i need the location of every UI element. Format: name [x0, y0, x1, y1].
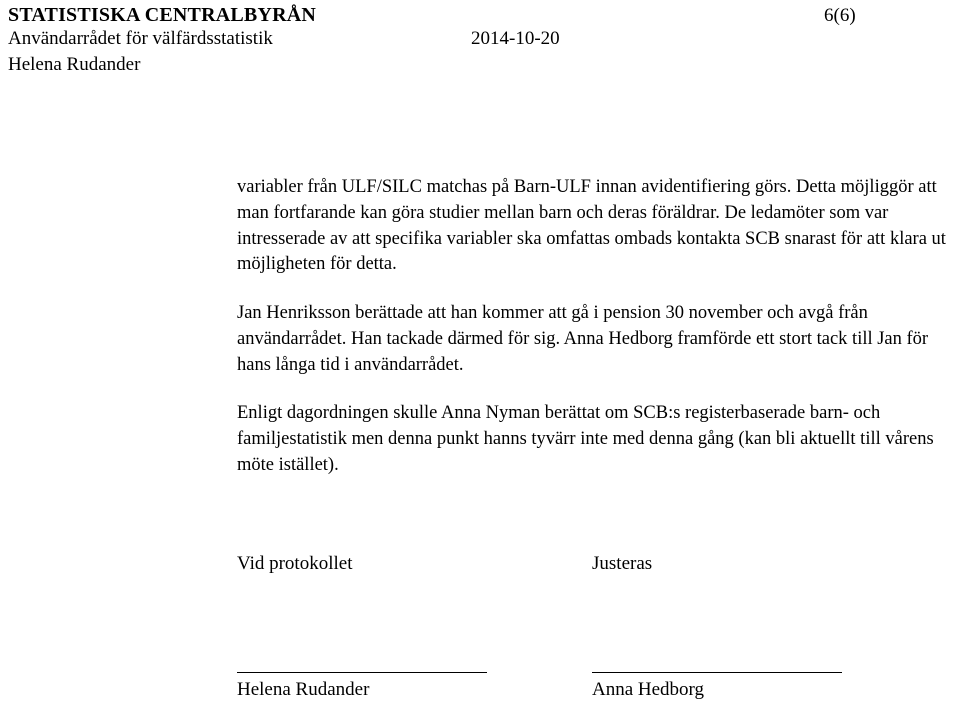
council-name: Användarrådet för välfärdsstatistik	[8, 28, 273, 49]
minutes-taker-name: Helena Rudander	[237, 679, 370, 700]
organization-name: STATISTISKA CENTRALBYRÅN	[8, 4, 317, 26]
approver-name: Anna Hedborg	[592, 679, 705, 700]
document-author: Helena Rudander	[8, 54, 141, 75]
minutes-taker-label: Vid protokollet	[237, 553, 353, 574]
document-date: 2014-10-20	[471, 28, 560, 49]
signature-line-left	[237, 672, 487, 673]
page-number: 6(6)	[824, 5, 856, 26]
body-paragraph: Enligt dagordningen skulle Anna Nyman berättat om SCB:s registerbaserade barn- och familjestatistik men denna punkt hanns tyvärr inte med denna gång (kan bli aktuellt till vårens möte istället).	[237, 403, 934, 475]
body-paragraph: variabler från ULF/SILC matchas på Barn-ULF innan avidentifiering görs. Detta möjliggör att man fortfarande kan göra studier mellan barn och deras föräldrar. De ledamöter som var intresserade av att specifika variabler ska omfattas ombads kontakta SCB snarast för att klara ut möjligheten för detta.	[237, 177, 946, 275]
approver-label: Justeras	[592, 553, 653, 574]
body-paragraph: Jan Henriksson berättade att han kommer att gå i pension 30 november och avgå från användarrådet. Han tackade därmed för sig. Anna Hedborg framförde ett stort tack till Jan för hans långa tid i användarrådet.	[237, 303, 929, 375]
signature-line-right	[592, 672, 842, 673]
